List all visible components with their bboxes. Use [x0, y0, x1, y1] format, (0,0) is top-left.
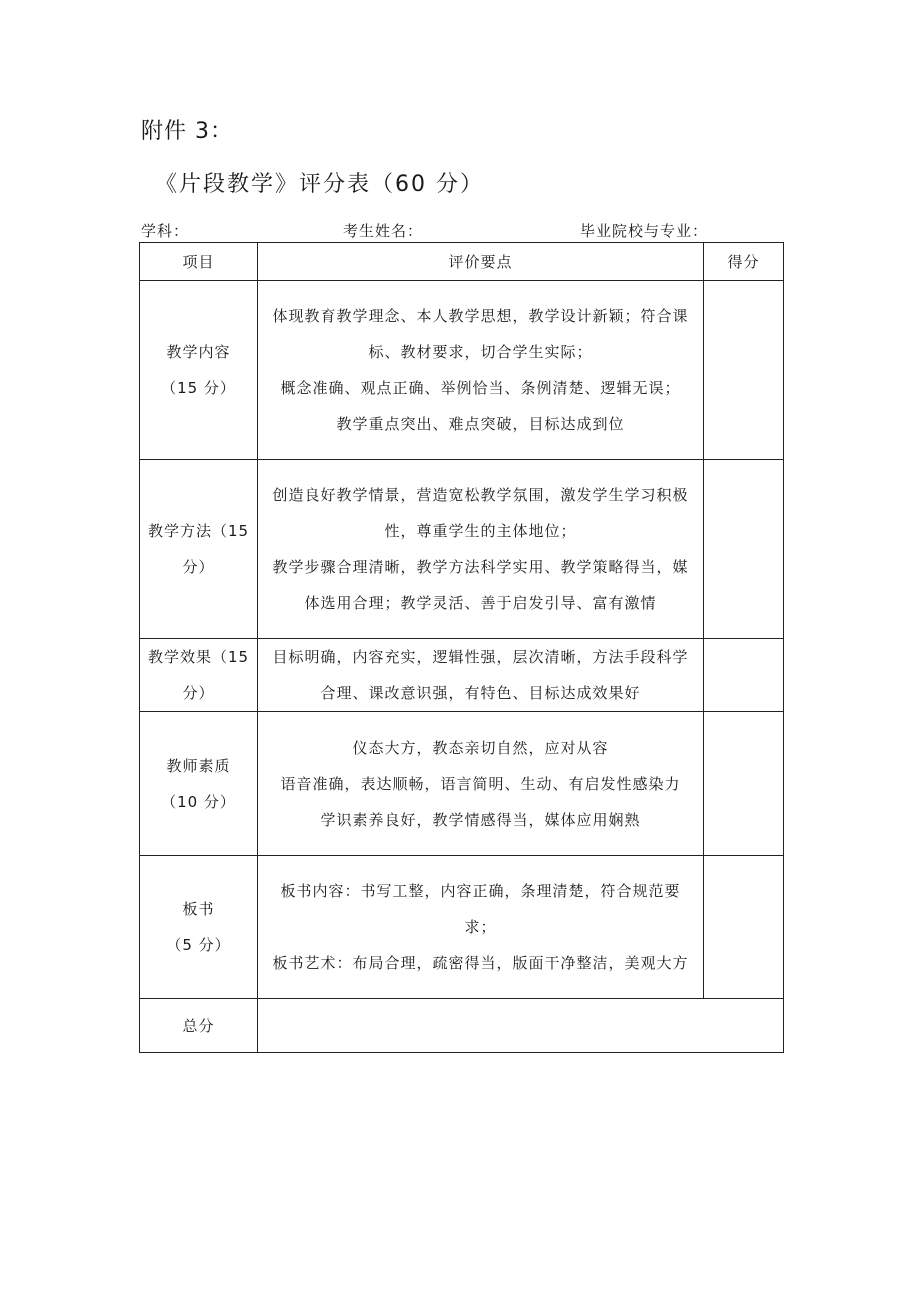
point-line: 教学步骤合理清晰，教学方法科学实用、教学策略得当，媒	[272, 558, 689, 576]
point-line: 求；	[464, 918, 497, 936]
point-line: 体现教育教学理念、本人教学思想，教学设计新颖；符合课	[272, 307, 689, 325]
point-line: 板书艺术：布局合理，疏密得当，版面干净整洁，美观大方	[272, 954, 689, 972]
table-row	[140, 639, 784, 712]
point-line: 教学重点突出、难点突破，目标达成到位	[336, 415, 625, 433]
subject-field-label: 学科：	[141, 222, 190, 240]
score-cell[interactable]	[704, 460, 784, 639]
school-major-field-label: 毕业院校与专业：	[580, 222, 709, 240]
row-item-teaching-effect	[140, 639, 258, 712]
document-title: 《片段教学》评分表（60 分）	[155, 172, 484, 197]
total-score-cell[interactable]	[258, 999, 784, 1053]
header-score: 得分	[704, 243, 784, 281]
item-weight: （10 分）	[161, 792, 236, 811]
header-item: 项目	[140, 243, 258, 281]
row-item-teaching-content	[140, 281, 258, 460]
score-cell[interactable]	[704, 712, 784, 856]
row-points	[258, 639, 704, 712]
item-name: 教师素质	[166, 756, 231, 775]
item-name: 教学内容	[166, 343, 231, 361]
row-points	[258, 281, 704, 460]
header-points: 评价要点	[258, 243, 704, 281]
item-weight: 分）	[182, 684, 215, 702]
total-row	[140, 999, 784, 1053]
item-name: 教学效果（15	[147, 648, 250, 666]
item-name: 教学方法（15	[147, 522, 250, 540]
candidate-name-field-label: 考生姓名：	[343, 222, 424, 240]
point-line: 标、教材要求，切合学生实际；	[368, 343, 593, 361]
scoring-table	[139, 242, 784, 1053]
score-cell[interactable]	[704, 856, 784, 999]
point-line: 语音准确，表达顺畅，语言简明、生动、有启发性感染力	[280, 774, 681, 793]
row-points	[258, 712, 704, 856]
item-weight: 分）	[182, 558, 215, 576]
row-points	[258, 460, 704, 639]
score-cell[interactable]	[704, 639, 784, 712]
point-line: 概念准确、观点正确、举例恰当、条例清楚、逻辑无误；	[280, 379, 681, 397]
table-row	[140, 460, 784, 639]
score-cell[interactable]	[704, 281, 784, 460]
row-points	[258, 856, 704, 999]
point-line: 板书内容：书写工整，内容正确，条理清楚，符合规范要	[280, 882, 681, 900]
table-row	[140, 856, 784, 999]
point-line: 仪态大方，教态亲切自然，应对从容	[352, 738, 609, 757]
table-header-row	[140, 243, 784, 281]
point-line: 创造良好教学情景，营造宽松教学氛围，激发学生学习积极	[272, 486, 689, 504]
point-line: 目标明确，内容充实，逻辑性强，层次清晰，方法手段科学	[272, 648, 689, 666]
table-row	[140, 712, 784, 856]
row-item-blackboard	[140, 856, 258, 999]
table-row	[140, 281, 784, 460]
point-line: 体选用合理；教学灵活、善于启发引导、富有激情	[304, 594, 657, 612]
total-label: 总分	[140, 999, 258, 1053]
attachment-label: 附件 3：	[141, 119, 233, 144]
point-line: 学识素养良好，教学情感得当，媒体应用娴熟	[320, 810, 641, 829]
item-weight: （5 分）	[166, 936, 231, 954]
item-weight: （15 分）	[161, 379, 236, 397]
point-line: 合理、课改意识强，有特色、目标达成效果好	[320, 684, 641, 702]
row-item-teaching-method	[140, 460, 258, 639]
row-item-teacher-quality	[140, 712, 258, 856]
point-line: 性，尊重学生的主体地位；	[384, 522, 577, 540]
item-name: 板书	[182, 900, 215, 918]
